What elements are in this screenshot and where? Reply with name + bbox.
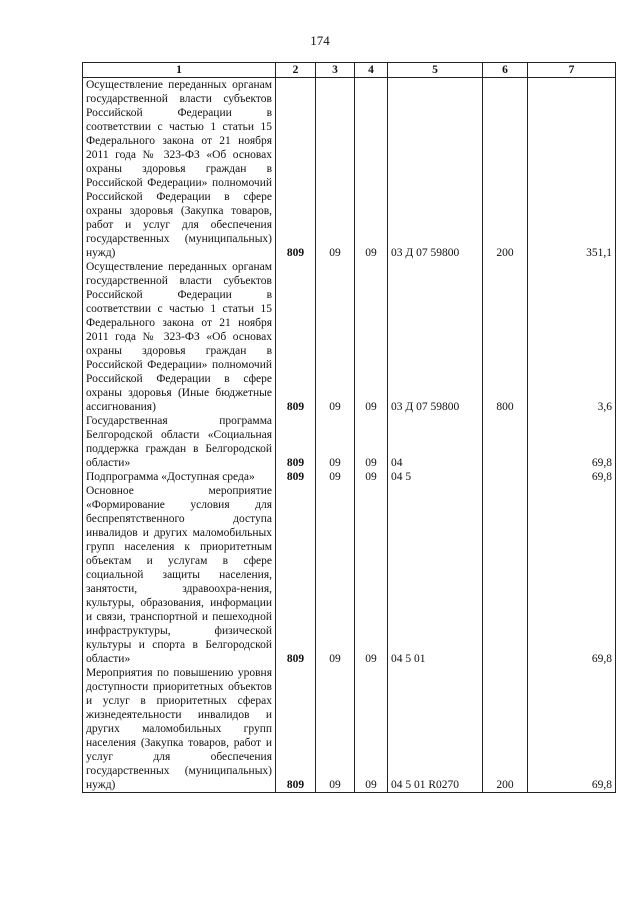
table-row [83, 470, 616, 484]
row-subsection: 09 [355, 484, 388, 666]
table-row [83, 666, 616, 793]
row-section: 09 [316, 470, 355, 484]
row-sum: 69,8 [528, 470, 616, 484]
row-expense-type [483, 414, 528, 470]
row-section: 09 [316, 78, 355, 261]
row-target-article: 04 5 [388, 470, 483, 484]
row-subsection: 09 [355, 260, 388, 414]
table-header-row [83, 63, 616, 78]
row-expense-type: 200 [483, 78, 528, 261]
row-expense-type: 800 [483, 260, 528, 414]
column-header: 5 [388, 63, 483, 78]
table-row [83, 78, 616, 261]
table-row [83, 484, 616, 666]
page-number: 174 [310, 33, 330, 48]
row-sum: 69,8 [528, 666, 616, 793]
row-section: 09 [316, 414, 355, 470]
column-header: 6 [483, 63, 528, 78]
row-name: Осуществление переданных органам государственной власти субъектов Российской Федерации в соответствии с частью 1 статьи 15 Федерального закона от 21 ноября 2011 года № 323-ФЗ «Об основах охраны здоровья граждан в Российской Федерации» полномочий Российской Федерации в сфере охраны здоровья (Закупка товаров, работ и услуг для обеспечения государственных (муниципальных) нужд) [83, 78, 276, 261]
row-name: Мероприятия по повышению уровня доступности приоритетных объектов и услуг в приоритетных сферах жизнедеятельности инвалидов и других маломобильных групп населения (Закупка товаров, работ и услуг для обеспечения государственных (муниципальных) нужд) [83, 666, 276, 793]
row-target-article: 03 Д 07 59800 [388, 78, 483, 261]
row-target-article: 03 Д 07 59800 [388, 260, 483, 414]
row-name: Государственная программа Белгородской области «Социальная поддержка граждан в Белгородской области» [83, 414, 276, 470]
row-sum: 69,8 [528, 484, 616, 666]
row-grbs: 809 [276, 666, 316, 793]
row-name: Осуществление переданных органам государственной власти субъектов Российской Федерации в соответствии с частью 1 статьи 15 Федерального закона от 21 ноября 2011 года № 323-ФЗ «Об основах охраны здоровья граждан в Российской Федерации» полномочий Российской Федерации в сфере охраны здоровья (Иные бюджетные ассигнования) [83, 260, 276, 414]
row-subsection: 09 [355, 414, 388, 470]
row-section: 09 [316, 260, 355, 414]
table-row [83, 260, 616, 414]
row-sum: 351,1 [528, 78, 616, 261]
row-target-article: 04 5 01 R0270 [388, 666, 483, 793]
column-header: 3 [316, 63, 355, 78]
row-grbs: 809 [276, 484, 316, 666]
row-name: Подпрограмма «Доступная среда» [83, 470, 276, 484]
column-header: 4 [355, 63, 388, 78]
row-subsection: 09 [355, 666, 388, 793]
row-section: 09 [316, 666, 355, 793]
row-name: Основное мероприятие «Формирование условия для беспрепятственного доступа инвалидов и других маломобильных групп населения к приоритетным объектам и услугам в сфере социальной защиты населения, занятости, здравоохра-нения, культуры, образования, информации и связи, транспортной и пешеходной инфраструктуры, физической культуры и спорта в Белгородской области» [83, 484, 276, 666]
row-target-article: 04 [388, 414, 483, 470]
row-section: 09 [316, 484, 355, 666]
row-grbs: 809 [276, 78, 316, 261]
row-expense-type [483, 470, 528, 484]
column-header: 7 [528, 63, 616, 78]
row-subsection: 09 [355, 470, 388, 484]
row-target-article: 04 5 01 [388, 484, 483, 666]
row-expense-type [483, 484, 528, 666]
column-header: 2 [276, 63, 316, 78]
budget-table [82, 62, 616, 793]
row-subsection: 09 [355, 78, 388, 261]
column-header: 1 [83, 63, 276, 78]
table-row [83, 414, 616, 470]
row-grbs: 809 [276, 414, 316, 470]
row-expense-type: 200 [483, 666, 528, 793]
row-sum: 3,6 [528, 260, 616, 414]
row-grbs: 809 [276, 470, 316, 484]
row-sum: 69,8 [528, 414, 616, 470]
row-grbs: 809 [276, 260, 316, 414]
